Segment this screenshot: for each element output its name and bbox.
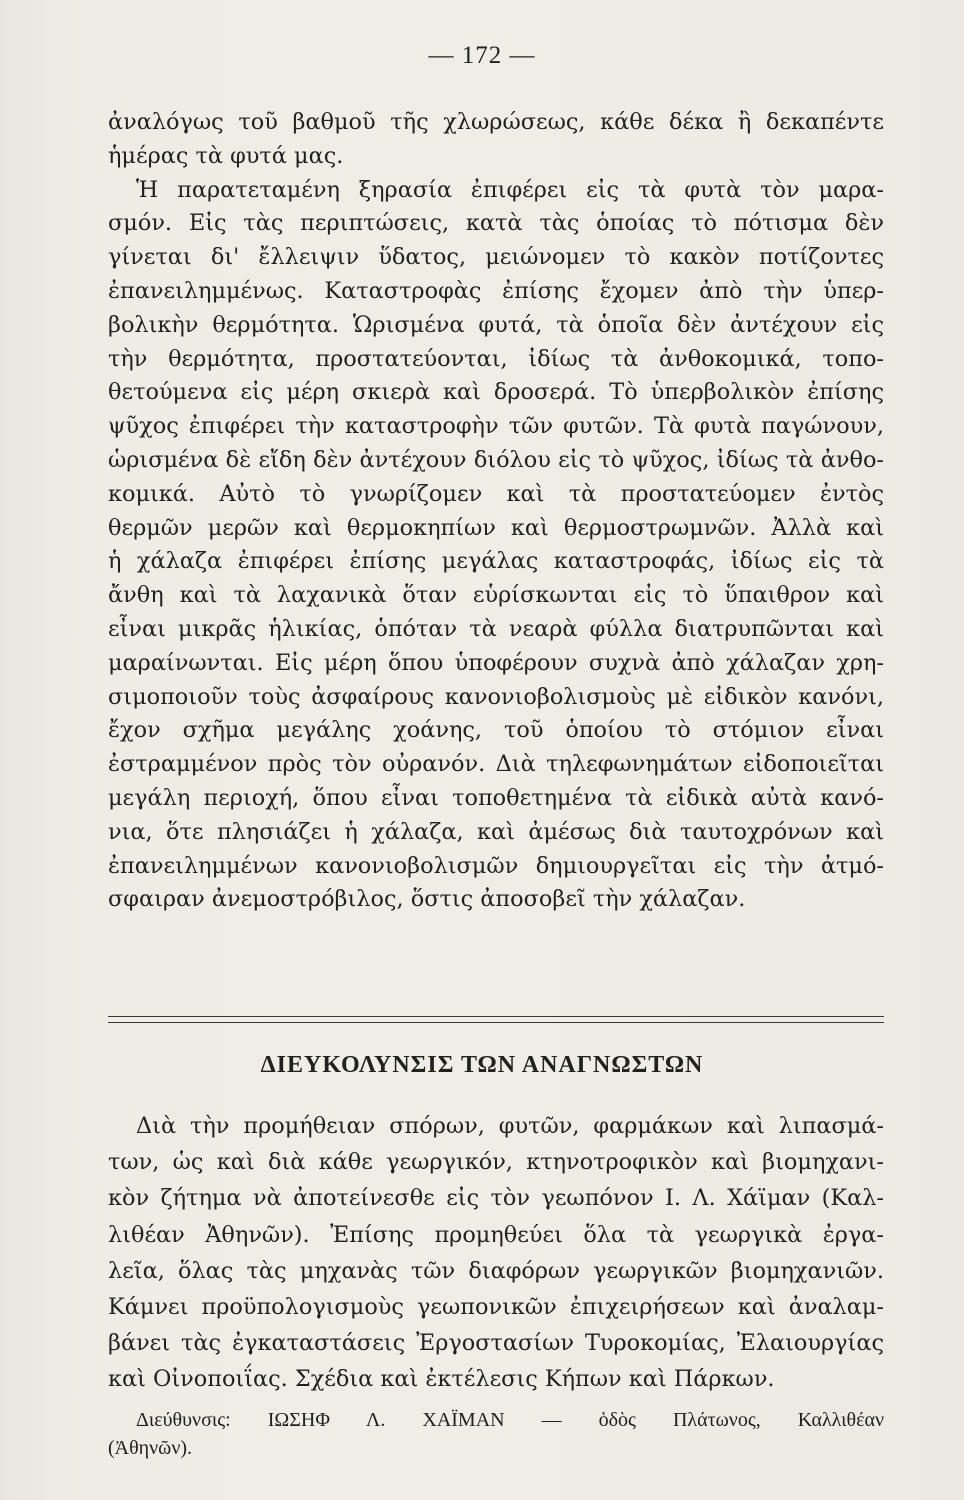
notice-line: Κάμνει προϋπολογισμοὺς γεωπονικῶν ἐπιχειρήσεων καὶ ἀναλαμ-	[108, 1293, 884, 1320]
address-line: Διεύθυνσις: ΙΩΣΗΦ Λ. ΧΑΪΜΑΝ — ὁδὸς Πλάτωνος, Καλλιθέαν	[136, 1409, 884, 1431]
text-line: ψῦχος ἐπιφέρει τὴν καταστροφὴν τῶν φυτῶν. Τὰ φυτὰ παγώνουν,	[108, 413, 884, 440]
address-line: (Ἀθηνῶν).	[108, 1437, 193, 1459]
text-line: βολικὴν θερμότητα. Ὡρισμένα φυτά, τὰ ὁποῖα δὲν ἀντέχουν εἰς	[108, 311, 884, 338]
text-line: μαραίνωνται. Εἰς μέρη ὅπου ὑποφέρουν συχνὰ ἀπὸ χάλαζαν χρη-	[108, 649, 884, 676]
text-line: ἀναλόγως τοῦ βαθμοῦ τῆς χλωρώσεως, κάθε δέκα ἢ δεκαπέντε	[108, 109, 884, 135]
notice-line: Διὰ τὴν προμήθειαν σπόρων, φυτῶν, φαρμάκων καὶ λιπασμά-	[136, 1113, 884, 1139]
section-divider	[108, 1016, 884, 1023]
text-line: ἡ χάλαζα ἐπιφέρει ἐπίσης μεγάλας καταστροφάς, ἰδίως εἰς τὰ	[108, 548, 884, 575]
text-line: ἐπανειλημμένως. Καταστροφὰς ἐπίσης ἔχομεν ἀπὸ τὴν ὑπερ-	[108, 277, 884, 304]
notice-line: λεῖα, ὅλας τὰς μηχανὰς τῶν διαφόρων γεωργικῶν βιομηχανιῶν.	[108, 1257, 884, 1284]
text-line: γίνεται δι' ἔλλειψιν ὕδατος, μειώνομεν τὸ κακὸν ποτίζοντες	[108, 244, 884, 271]
notice-line: κὸν ζήτημα νὰ ἀποτείνεσθε εἰς τὸν γεωπόνον Ι. Λ. Χάϊμαν (Καλ-	[108, 1185, 884, 1212]
text-line: μεγάλη περιοχή, ὅπου εἶναι τοποθετημένα τὰ εἰδικὰ αὐτὰ κανό-	[108, 784, 884, 811]
notice-line: καὶ Οἰνοποιΐας. Σχέδια καὶ ἐκτέλεσις Κήπων καὶ Πάρκων.	[108, 1366, 775, 1393]
text-line: ἔχον σχῆμα μεγάλης χοάνης, τοῦ ὁποίου τὸ στόμιον εἶναι	[108, 717, 884, 744]
body-text	[108, 106, 884, 917]
notice-line: λιθέαν Ἀθηνῶν). Ἐπίσης προμηθεύει ὅλα τὰ γεωργικὰ ἐργα-	[108, 1221, 884, 1248]
text-line: θετούμενα εἰς μέρη σκιερὰ καὶ δροσερά. Τὸ ὑπερβολικὸν ἐπίσης	[108, 379, 884, 406]
text-line: ἐστραμμένον πρὸς τὸν οὐρανόν. Διὰ τηλεφωνημάτων εἰδοποιεῖται	[108, 751, 884, 778]
text-line: σφαιραν ἀνεμοστρόβιλος, ὅστις ἀποσοβεῖ τὴν χάλαζαν.	[108, 886, 746, 913]
text-line: νια, ὅτε πλησιάζει ἡ χάλαζα, καὶ ἀμέσως διὰ ταυτοχρόνων καὶ	[108, 818, 884, 845]
page-number: — 172 —	[428, 42, 536, 69]
notice-line: των, ὡς καὶ διὰ κάθε γεωργικόν, κτηνοτροφικὸν καὶ βιομηχανι-	[108, 1149, 884, 1176]
text-line: σιμοποιοῦν τοὺς ἀσφαίρους κανονιοβολισμοὺς μὲ εἰδικὸν κανόνι,	[108, 683, 884, 710]
text-line: ὡρισμένα δὲ εἴδη δὲν ἀντέχουν διόλου εἰς τὸ ψῦχος, ἰδίως τὰ ἀνθο-	[108, 446, 884, 473]
address-block	[108, 1406, 884, 1462]
notice-line: βάνει τὰς ἐγκαταστάσεις Ἐργοστασίων Τυροκομίας, Ἐλαιουργίας	[108, 1330, 884, 1357]
section-heading: ΔΙΕΥΚΟΛΥΝΣΙΣ ΤΩΝ ΑΝΑΓΝΩΣΤΩΝ	[260, 1052, 704, 1078]
text-line: ἐπανειλημμένων κανονιοβολισμῶν δημιουργεῖται εἰς τὴν ἀτμό-	[108, 852, 884, 879]
text-line: ἡμέρας τὰ φυτά μας.	[108, 142, 344, 169]
text-line: κομικά. Αὐτὸ τὸ γνωρίζομεν καὶ τὰ προστατεύομεν ἐντὸς	[108, 480, 884, 507]
notice-text	[108, 1108, 884, 1398]
text-line: ἄνθη καὶ τὰ λαχανικὰ ὅταν εὑρίσκωνται εἰς τὸ ὕπαιθρον καὶ	[108, 582, 884, 609]
text-line: θερμῶν μερῶν καὶ θερμοκηπίων καὶ θερμοστρωμνῶν. Ἀλλὰ καὶ	[108, 514, 884, 541]
text-line: Ἡ παρατεταμένη ξηρασία ἐπιφέρει εἰς τὰ φυτὰ τὸν μαρα-	[136, 176, 884, 203]
text-line: εἶναι μικρᾶς ἡλικίας, ὁπόταν τὰ νεαρὰ φύλλα διατρυπῶνται καὶ	[108, 615, 884, 642]
text-line: τὴν θερμότητα, προστατεύονται, ἰδίως τὰ ἀνθοκομικά, τοπο-	[108, 345, 884, 372]
text-line: σμόν. Εἰς τὰς περιπτώσεις, κατὰ τὰς ὁποίας τὸ πότισμα δὲν	[108, 210, 884, 237]
